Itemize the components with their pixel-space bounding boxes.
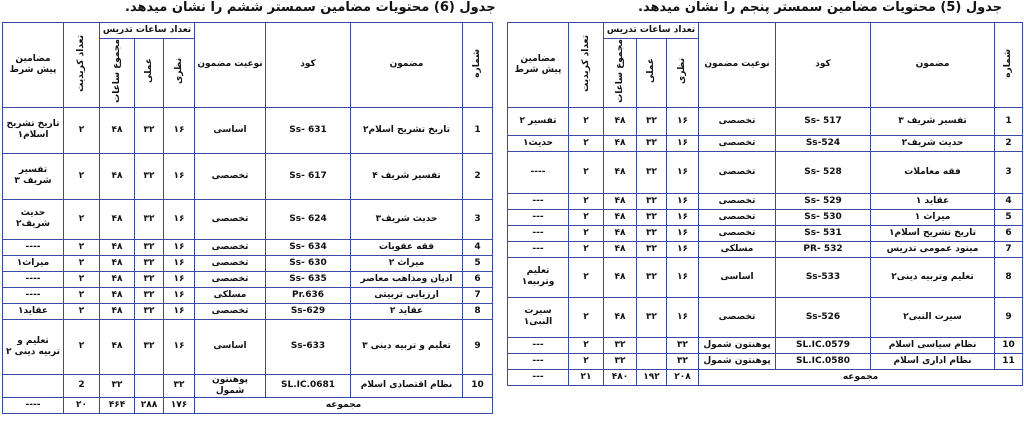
total-hours-cell: ۴۸ [100,153,135,199]
theory-hours-cell: ۱۶ [164,255,195,271]
prereq-cell: --- [508,193,569,209]
header-code: کود [266,23,351,108]
header-code: کود [776,23,871,108]
total-hours-cell: ۴۸ [100,255,135,271]
total-hours: ۴۸۰ [604,369,637,385]
code-cell: Ss-629 [266,303,351,319]
code-cell: Ss- 528 [776,151,871,193]
type-cell: اساسی [195,319,266,374]
subject-cell: میتود عمومی تدریس [871,241,995,257]
total-credits: ۲۱ [569,369,604,385]
practical-hours-cell: ۳۲ [637,135,667,151]
total-hours-cell: ۴۸ [100,287,135,303]
subject-cell: تفسیر شریف ۴ [351,153,463,199]
header-prereq: مضامین پیش شرط [508,23,569,108]
credits-cell: ۲ [64,303,100,319]
type-cell: تخصصی [699,107,776,135]
practical-hours-cell: ۳۲ [135,271,164,287]
practical-hours-cell: ۳۲ [135,107,164,153]
total-practical: ۱۹۲ [637,369,667,385]
code-cell: Ss- 517 [776,107,871,135]
theory-hours-cell: ۳۲ [164,374,195,397]
subject-cell: حدیث شریف۳ [351,199,463,239]
code-cell: Ss- 635 [266,271,351,287]
code-cell: Ss-533 [776,257,871,297]
total-hours-cell: ۴۸ [100,319,135,374]
credits-cell: ۲ [64,287,100,303]
practical-hours-cell: ۳۲ [637,257,667,297]
type-cell: تخصصی [699,135,776,151]
subject-cell: تعلیم و تربیه دینی ۳ [351,319,463,374]
subject-cell: عقاید ۲ [351,303,463,319]
credits-cell: ۲ [569,353,604,369]
total-theory: ۲۰۸ [667,369,699,385]
row-number: 2 [995,135,1023,151]
theory-hours-cell: ۱۶ [164,319,195,374]
prereq-cell: تعلیم وتربیه۱ [508,257,569,297]
semester-5-table [507,22,1023,386]
table-row [508,225,1023,241]
subject-cell: تفسیر شریف ۳ [871,107,995,135]
header-practical: عملی [637,39,667,108]
credits-cell: ۲ [64,153,100,199]
type-cell: تخصصی [195,303,266,319]
theory-hours-cell: ۱۶ [164,287,195,303]
type-cell: تخصصی [699,209,776,225]
subject-cell: نظام سیاسی اسلام [871,337,995,353]
total-hours-cell: ۴۸ [604,209,637,225]
theory-hours-cell: ۱۶ [164,271,195,287]
practical-hours-cell: ۳۲ [135,199,164,239]
total-hours-cell: ۴۸ [604,257,637,297]
theory-hours-cell: ۱۶ [667,297,699,337]
type-cell: تخصصی [699,297,776,337]
code-cell: SL.IC.0579 [776,337,871,353]
prereq-cell: حدیث شریف۲ [3,199,64,239]
credits-cell: ۲ [64,239,100,255]
prereq-cell: میراث۱ [3,255,64,271]
header-subject: مضمون [351,23,463,108]
type-cell: پوهنتون شمول [699,337,776,353]
credits-cell: 2 [64,374,100,397]
total-row [508,369,1023,385]
row-number: 6 [995,225,1023,241]
total-hours-cell: ۴۸ [100,303,135,319]
prereq-cell: تعلیم و تربیه دینی ۲ [3,319,64,374]
code-cell: PR- 532 [776,241,871,257]
total-hours-cell: ۳۲ [100,374,135,397]
type-cell: تخصصی [195,255,266,271]
total-practical: ۲۸۸ [135,397,164,413]
subject-cell: میراث ۱ [871,209,995,225]
practical-hours-cell: ۳۲ [135,255,164,271]
credits-cell: ۲ [569,337,604,353]
practical-hours-cell: ۳۲ [637,209,667,225]
prereq-cell: تفسیر ۲ [508,107,569,135]
table-row [3,255,493,271]
theory-hours-cell: ۱۶ [667,193,699,209]
subject-cell: حدیث شریف۲ [871,135,995,151]
theory-hours-cell: ۱۶ [667,209,699,225]
header-subject: مضمون [871,23,995,108]
theory-hours-cell: ۱۶ [667,241,699,257]
type-cell: تخصصی [699,193,776,209]
total-credits: ۲۰ [64,397,100,413]
theory-hours-cell: ۳۲ [667,353,699,369]
table-6-title: جدول (6) محتویات مضامین سمستر ششم را نشان میدهد. [125,0,496,15]
code-cell: SL.IC.0681 [266,374,351,397]
header-theory: نظری [667,39,699,108]
row-number: 9 [463,319,493,374]
total-theory: ۱۷۶ [164,397,195,413]
prereq-cell: عقاید۱ [3,303,64,319]
table-row [508,151,1023,193]
total-hours: ۴۶۴ [100,397,135,413]
semester-6-table [2,22,493,414]
subject-cell: تعلیم وتربیه دینی۲ [871,257,995,297]
practical-hours-cell: ۳۲ [637,151,667,193]
header-total: مجموع ساعات [100,39,135,108]
prereq-cell: تفسیر شریف ۳ [3,153,64,199]
theory-hours-cell: ۱۶ [164,153,195,199]
header-hours-group: تعداد ساعات تدریس [100,23,195,39]
header-number: شماره [463,23,493,108]
row-number: 3 [463,199,493,239]
row-number: 8 [995,257,1023,297]
row-number: 4 [995,193,1023,209]
table-row [508,353,1023,369]
subject-cell: تاریخ تشریح اسلام۱ [871,225,995,241]
theory-hours-cell: ۱۶ [667,225,699,241]
total-prereq: --- [508,369,569,385]
code-cell: Ss- 529 [776,193,871,209]
total-label: مجموعه [195,397,493,413]
table-row [508,193,1023,209]
credits-cell: ۲ [64,319,100,374]
row-number: 7 [463,287,493,303]
practical-hours-cell: ۳۲ [637,107,667,135]
theory-hours-cell: ۱۶ [164,199,195,239]
practical-hours-cell [637,337,667,353]
table-row [3,287,493,303]
theory-hours-cell: ۱۶ [667,257,699,297]
credits-cell: ۲ [569,241,604,257]
total-hours-cell: ۴۸ [604,151,637,193]
row-number: 5 [995,209,1023,225]
prereq-cell: تاریخ تشریح اسلام۱ [3,107,64,153]
table-row [508,337,1023,353]
credits-cell: ۲ [569,297,604,337]
subject-cell: نظام اقتصادی اسلام [351,374,463,397]
subject-cell: عقاید ۱ [871,193,995,209]
credits-cell: ۲ [569,193,604,209]
table-row [3,303,493,319]
practical-hours-cell [637,353,667,369]
table-row [3,153,493,199]
subject-cell: تاریخ تشریح اسلام۲ [351,107,463,153]
subject-cell: ادیان ومذاهب معاصر [351,271,463,287]
row-number: 10 [995,337,1023,353]
practical-hours-cell: ۳۲ [135,239,164,255]
subject-cell: ارزیابی تربیتی [351,287,463,303]
practical-hours-cell: ۳۲ [135,319,164,374]
prereq-cell: --- [508,337,569,353]
credits-cell: ۲ [569,209,604,225]
prereq-cell [3,374,64,397]
row-number: 1 [463,107,493,153]
row-number: 8 [463,303,493,319]
total-row [3,397,493,413]
code-cell: Ss-524 [776,135,871,151]
practical-hours-cell: ۳۲ [637,193,667,209]
code-cell: Pr.636 [266,287,351,303]
type-cell: تخصصی [195,199,266,239]
subject-cell: فقه معاملات [871,151,995,193]
practical-hours-cell: ۳۲ [135,287,164,303]
prereq-cell: ---- [3,271,64,287]
theory-hours-cell: ۱۶ [164,239,195,255]
total-hours-cell: ۴۸ [100,107,135,153]
header-type: نوعیت مضمون [699,23,776,108]
code-cell: Ss- 631 [266,107,351,153]
table-row [3,199,493,239]
row-number: 11 [995,353,1023,369]
row-number: 3 [995,151,1023,193]
total-hours-cell: ۴۸ [604,107,637,135]
code-cell: Ss- 530 [776,209,871,225]
code-cell: Ss- 630 [266,255,351,271]
table-row [3,374,493,397]
prereq-cell: ---- [3,239,64,255]
table-row [508,297,1023,337]
theory-hours-cell: ۱۶ [667,107,699,135]
prereq-cell: --- [508,209,569,225]
subject-cell: فقه عقوبات [351,239,463,255]
table-row [508,107,1023,135]
total-label: مجموعه [699,369,1023,385]
total-hours-cell: ۴۸ [100,239,135,255]
table-row [508,257,1023,297]
header-credits: تعداد کریدیت [64,23,100,108]
prereq-cell: --- [508,241,569,257]
theory-hours-cell: ۱۶ [667,151,699,193]
table-row [508,135,1023,151]
row-number: 4 [463,239,493,255]
code-cell: Ss-633 [266,319,351,374]
practical-hours-cell [135,374,164,397]
prereq-cell: --- [508,353,569,369]
theory-hours-cell: ۱۶ [164,107,195,153]
type-cell: مسلکی [699,241,776,257]
total-hours-cell: ۴۸ [604,241,637,257]
code-cell: Ss- 617 [266,153,351,199]
prereq-cell: ---- [3,287,64,303]
prereq-cell: --- [508,225,569,241]
practical-hours-cell: ۳۲ [637,297,667,337]
header-number: شماره [995,23,1023,108]
total-hours-cell: ۴۸ [604,193,637,209]
type-cell: تخصصی [195,153,266,199]
type-cell: اساسی [699,257,776,297]
type-cell: اساسی [195,107,266,153]
table-row [508,209,1023,225]
code-cell: Ss-526 [776,297,871,337]
header-credits: تعداد کریدیت [569,23,604,108]
header-prereq: مضامین پیش شرط [3,23,64,108]
subject-cell: نظام اداری اسلام [871,353,995,369]
type-cell: تخصصی [195,271,266,287]
theory-hours-cell: ۳۲ [667,337,699,353]
credits-cell: ۲ [569,151,604,193]
code-cell: Ss- 634 [266,239,351,255]
total-prereq: ---- [3,397,64,413]
code-cell: Ss- 624 [266,199,351,239]
total-hours-cell: ۳۲ [604,353,637,369]
total-hours-cell: ۴۸ [604,135,637,151]
type-cell: پوهنتون شمول [699,353,776,369]
table-row [508,241,1023,257]
practical-hours-cell: ۳۲ [637,241,667,257]
prereq-cell: حدیث۱ [508,135,569,151]
credits-cell: ۲ [64,271,100,287]
row-number: 9 [995,297,1023,337]
theory-hours-cell: ۱۶ [164,303,195,319]
table-row [3,107,493,153]
total-hours-cell: ۴۸ [100,271,135,287]
type-cell: پوهنتون شمول [195,374,266,397]
practical-hours-cell: ۳۲ [637,225,667,241]
code-cell: Ss- 531 [776,225,871,241]
row-number: 1 [995,107,1023,135]
table-row [3,319,493,374]
credits-cell: ۲ [569,257,604,297]
row-number: 2 [463,153,493,199]
credits-cell: ۲ [64,199,100,239]
table-row [3,239,493,255]
header-practical: عملی [135,39,164,108]
prereq-cell: ---- [508,151,569,193]
total-hours-cell: ۳۲ [604,337,637,353]
theory-hours-cell: ۱۶ [667,135,699,151]
credits-cell: ۲ [64,107,100,153]
credits-cell: ۲ [569,225,604,241]
header-type: نوعیت مضمون [195,23,266,108]
table-row [3,271,493,287]
practical-hours-cell: ۳۲ [135,153,164,199]
header-theory: نظری [164,39,195,108]
type-cell: تخصصی [195,239,266,255]
code-cell: SL.IC.0580 [776,353,871,369]
row-number: 5 [463,255,493,271]
subject-cell: میراث ۲ [351,255,463,271]
total-hours-cell: ۴۸ [604,225,637,241]
subject-cell: سیرت النبی۲ [871,297,995,337]
total-hours-cell: ۴۸ [604,297,637,337]
credits-cell: ۲ [64,255,100,271]
table-5-title: جدول (5) محتویات مضامین سمستر پنجم را نشان میدهد. [638,0,1003,15]
credits-cell: ۲ [569,107,604,135]
row-number: 7 [995,241,1023,257]
credits-cell: ۲ [569,135,604,151]
row-number: 10 [463,374,493,397]
row-number: 6 [463,271,493,287]
prereq-cell: سیرت النبی۱ [508,297,569,337]
type-cell: تخصصی [699,151,776,193]
total-hours-cell: ۴۸ [100,199,135,239]
type-cell: مسلکی [195,287,266,303]
practical-hours-cell: ۳۲ [135,303,164,319]
type-cell: تخصصی [699,225,776,241]
header-total: مجموع ساعات [604,39,637,108]
header-hours-group: تعداد ساعات تدریس [604,23,699,39]
